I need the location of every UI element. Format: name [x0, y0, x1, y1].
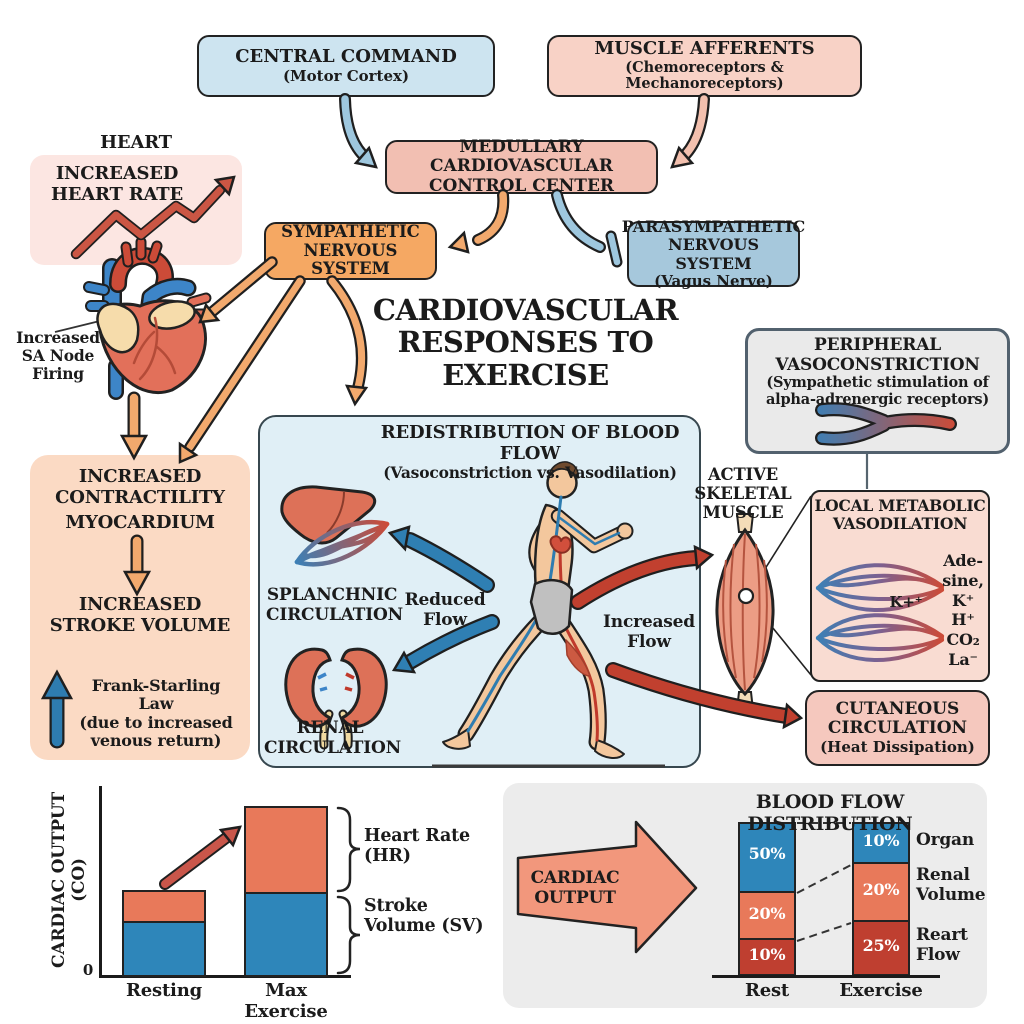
co-chart-ylabel	[49, 780, 89, 980]
arrow-reduced-flow-splanchnic	[390, 527, 487, 585]
bf-heart-label	[916, 926, 996, 965]
cutaneous-subtitle: (Heat Dissipation)	[820, 737, 975, 756]
liver-illustration	[282, 487, 387, 564]
co-chart-cat-resting	[118, 981, 210, 1002]
co-chart-origin	[80, 962, 96, 979]
active-muscle-label	[692, 466, 794, 523]
bf-rest-renal-text: 20%	[748, 904, 786, 923]
bf-cat-exercise	[836, 981, 926, 1002]
arrow-contractility-to-stroke-volume	[125, 541, 149, 594]
renal-label	[264, 718, 401, 758]
main-title	[353, 294, 698, 391]
potassium-label-text: K+⁺	[889, 593, 923, 611]
peripheral-vessel-illustration	[822, 409, 950, 438]
contractility-text	[30, 467, 250, 534]
metabolite-list	[936, 551, 990, 670]
contractility-line1: INCREASED	[78, 466, 202, 487]
co-hr-label-line1: Heart Rate	[364, 826, 470, 846]
co-chart-sv-label	[364, 896, 494, 936]
co-chart-origin-text: 0	[82, 961, 94, 979]
renal-line1: RENAL	[296, 718, 364, 738]
bf-renal-label	[916, 866, 996, 905]
parasympathetic-text	[621, 216, 806, 290]
heart-section-label-text: HEART	[100, 132, 172, 153]
central-command-subtitle: (Motor Cortex)	[282, 66, 410, 85]
arrow-frank-starling-up	[43, 672, 71, 741]
bf-cat-exercise-text: Exercise	[839, 980, 923, 1001]
peripheral-line1: PERIPHERAL	[814, 335, 941, 355]
bf-cat-rest-text: Rest	[744, 980, 790, 1001]
redistribution-subtitle-text: (Vasoconstriction vs. Vasodilation)	[383, 463, 677, 483]
reduced-flow-label	[398, 591, 492, 630]
metabolite-2: K⁺	[952, 590, 974, 610]
heart-section-label	[30, 133, 242, 154]
splanchnic-line2: CIRCULATION	[266, 604, 403, 625]
cutaneous-line2: CIRCULATION	[827, 718, 968, 739]
main-title-line2: RESPONSES TO	[397, 325, 654, 360]
local-metabolic-line1: LOCAL METABOLIC	[814, 496, 986, 515]
muscle-afferents-text	[547, 35, 862, 97]
bf-renal-label-line2: Volume	[916, 884, 986, 905]
arrow-central-to-medullary	[345, 99, 376, 167]
parasympathetic-line1: PARASYMPATHETIC	[621, 216, 806, 236]
co-cat-max-text: Max Exercise	[244, 980, 328, 1022]
co-arrow-line1: CARDIAC	[530, 868, 620, 888]
brace-heart-rate	[338, 808, 360, 891]
parasympathetic-line2: NERVOUS SYSTEM	[667, 235, 760, 273]
metabolite-1: sine,	[942, 570, 984, 590]
brace-stroke-volume	[338, 897, 360, 973]
co-sv-label-line1: Stroke	[364, 896, 428, 916]
bf-ex-heart-value	[852, 937, 910, 955]
cutaneous-text	[805, 690, 990, 766]
active-muscle-line1: ACTIVE	[707, 465, 779, 484]
increased-flow-label	[600, 613, 698, 652]
bf-cat-rest	[738, 981, 796, 1002]
peripheral-line2: VASOCONSTRICTION	[775, 354, 980, 375]
stroke-volume-line2: STROKE VOLUME	[49, 614, 231, 636]
reduced-flow-line1: Reduced	[404, 590, 486, 610]
contractility-line3: MYOCARDIUM	[65, 512, 215, 534]
sympathetic-line2: NERVOUS SYSTEM	[303, 240, 398, 279]
hr-line1: INCREASED	[55, 163, 179, 184]
cutaneous-line1: CUTANEOUS	[835, 698, 960, 719]
bf-ex-renal-text: 20%	[862, 880, 900, 899]
frank-starling-text	[72, 677, 240, 751]
active-muscle-line3: MUSCLE	[702, 502, 784, 522]
bf-heart-label-line2: Flow	[916, 944, 960, 965]
bf-ex-organ-text: 10%	[862, 831, 900, 850]
arrow-increased-flow-muscle	[578, 547, 712, 602]
bf-organ-label-text: Organ	[916, 830, 975, 850]
splanchnic-line1: SPLANCHNIC	[266, 585, 398, 605]
bf-ex-renal-value	[852, 881, 910, 899]
redistribution-title-text: REDISTRIBUTION OF BLOOD FLOW	[380, 422, 680, 464]
bf-organ-label	[916, 831, 988, 851]
co-chart-hr-label	[364, 826, 474, 866]
main-title-line1: CARDIOVASCULAR	[372, 293, 679, 327]
magnifier-circle	[739, 589, 753, 603]
arrow-medullary-to-parasympathetic	[557, 195, 617, 262]
co-sv-label-line2: Volume (SV)	[364, 916, 484, 937]
splanchnic-label	[266, 585, 403, 625]
active-muscle-line2: SKELETAL	[694, 483, 792, 503]
co-chart-braces	[338, 808, 360, 973]
redistribution-title	[365, 423, 695, 482]
parasympathetic-subtitle: (Vagus Nerve)	[654, 271, 773, 290]
skeletal-muscle-illustration	[717, 514, 773, 710]
bf-ex-heart-text: 25%	[862, 936, 900, 955]
hr-line2: HEART RATE	[50, 183, 184, 205]
central-command-text	[197, 35, 495, 97]
arrow-afferents-to-medullary	[672, 99, 704, 167]
bf-dashed-connectors	[797, 823, 851, 941]
sa-line3: Firing	[32, 363, 84, 383]
sa-line2: SA Node	[21, 345, 95, 365]
medullary-line1: MEDULLARY CARDIOVASCULAR	[429, 136, 613, 177]
bf-rest-heart-value	[738, 946, 796, 964]
local-metabolic-line2: VASODILATION	[832, 513, 968, 533]
arrow-co-chart	[165, 827, 240, 884]
local-metabolic-network	[818, 565, 942, 660]
bf-rest-organ-text: 50%	[748, 844, 786, 863]
bf-rest-heart-text: 10%	[748, 945, 786, 964]
sympathetic-text	[264, 222, 437, 280]
stroke-volume-text	[30, 595, 250, 636]
contractility-line2: CONTRACTILITY	[55, 486, 225, 508]
main-title-line3: EXERCISE	[442, 357, 609, 392]
metabolite-3: H⁺	[951, 610, 975, 630]
peripheral-sub1: (Sympathetic stimulation of	[766, 374, 989, 392]
arrow-sympathetic-to-heart	[200, 262, 272, 322]
sa-node-label	[8, 329, 108, 382]
bf-rest-organ-value	[738, 845, 796, 863]
co-cat-resting-text: Resting	[126, 980, 202, 1001]
bf-rest-renal-value	[738, 905, 796, 923]
reduced-flow-line2: Flow	[423, 609, 467, 630]
co-chart-ylabel-text: CARDIAC OUTPUT (CO)	[49, 792, 89, 968]
bf-heart-label-line1: Reart	[916, 925, 968, 945]
arrow-heart-to-contractility	[122, 398, 146, 458]
muscle-afferents-title: MUSCLE AFFERENTS	[594, 37, 815, 59]
bf-chart-title-text: BLOOD FLOW DISTRIBUTION	[747, 791, 913, 835]
central-command-title: CENTRAL COMMAND	[235, 46, 457, 68]
metabolite-4: CO₂	[946, 630, 980, 650]
increased-heart-rate-text	[36, 164, 198, 205]
arrow-increased-flow-cutaneous	[613, 670, 801, 727]
medullary-center-text	[385, 136, 658, 196]
co-hr-label-line2: (HR)	[364, 846, 411, 867]
local-metabolic-title	[813, 497, 987, 533]
sa-line1: Increased	[16, 328, 100, 347]
frank-line3: venous return)	[90, 731, 222, 751]
increased-flow-line2: Flow	[627, 631, 671, 652]
increased-flow-line1: Increased	[603, 612, 695, 632]
stroke-volume-line1: INCREASED	[78, 594, 202, 615]
sympathetic-line1: SYMPATHETIC	[281, 221, 420, 241]
renal-line2: CIRCULATION	[264, 737, 401, 758]
co-chart-cat-max	[228, 981, 344, 1022]
peripheral-sub2: alpha-adrenergic receptors)	[765, 390, 990, 408]
medullary-line2: CONTROL CENTER	[428, 175, 615, 196]
bf-renal-label-line1: Renal	[916, 865, 970, 885]
muscle-afferents-subtitle: (Chemoreceptors & Mechanoreceptors)	[625, 58, 784, 93]
arrow-sympathetic-to-contractility	[180, 281, 300, 462]
bf-ex-organ-value	[852, 832, 910, 850]
peripheral-text	[748, 336, 1007, 408]
metabolite-0: Ade-	[943, 551, 983, 570]
co-arrow-line2: OUTPUT	[534, 887, 616, 908]
frank-line1: Frank-Starling Law	[91, 676, 221, 714]
potassium-label	[884, 594, 928, 611]
arrow-medullary-to-sympathetic	[450, 195, 503, 252]
cardiac-output-arrow-label	[524, 869, 626, 908]
metabolite-5: La⁻	[948, 650, 978, 670]
frank-line2: (due to increased	[79, 712, 233, 732]
